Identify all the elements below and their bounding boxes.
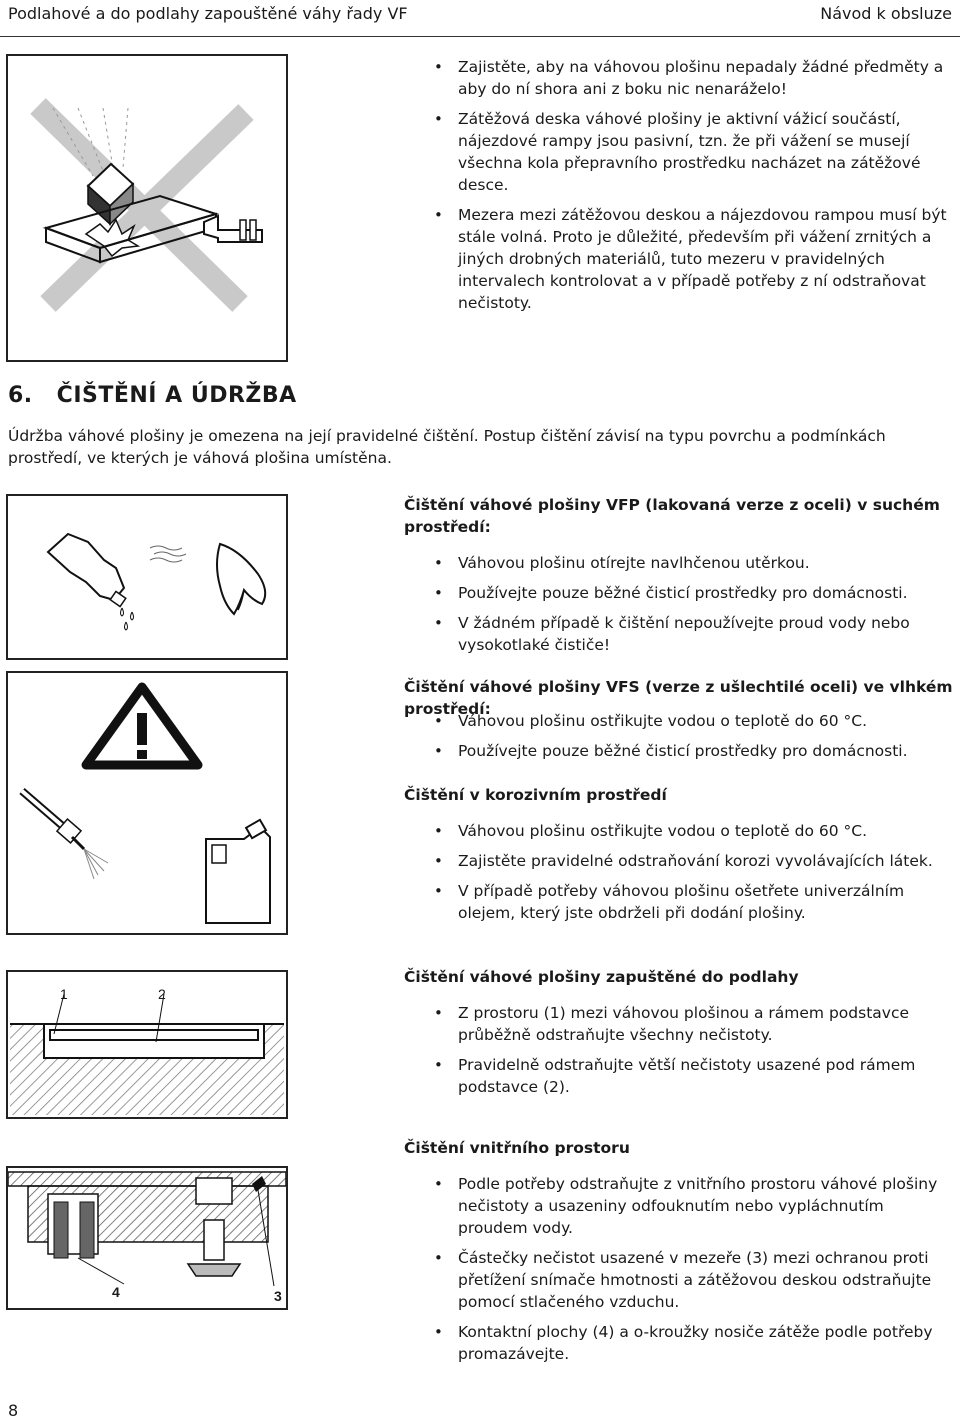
figure-no-falling-objects [6,54,288,362]
subheading-vfs: Čištění váhové plošiny VFS (verze z ušlechtilé oceli) ve vlhkém prostředí: [404,678,953,718]
vfs-bullet-list [434,710,954,770]
subheading-interior: Čištění vnitřního prostoru [404,1139,630,1157]
list-item: • Zajistěte pravidelné odstraňování korozi vyvolávajících látek. [434,850,954,872]
list-item: • Váhovou plošinu otírejte navlhčenou utěrkou. [434,552,954,574]
vfp-bullet-list [434,552,954,664]
list-item: • Zajistěte, aby na váhovou plošinu nepadaly žádné předměty a aby do ní shora ani z boku nic nenaráželo! [434,56,954,100]
section-title: ČIŠTĚNÍ A ÚDRŽBA [56,383,297,408]
top-bullet-list [434,56,954,322]
interior-bullet-list [434,1173,954,1373]
figure-label-3: 3 [274,1288,282,1304]
section-number: 6. [8,383,33,408]
figure-wipe-cloth [6,494,288,660]
figure-label-1: 1 [60,986,68,1002]
figure-inground-cross-section [6,970,288,1119]
figure-label-4: 4 [112,1284,120,1300]
inground-bullet-list [434,1002,954,1106]
list-item: • Částečky nečistot usazené v mezeře (3) mezi ochranou proti přetížení snímače hmotnosti a zátěžovou deskou odstraňujte pomocí stlačeného vzduchu. [434,1247,954,1313]
page-number: 8 [8,1401,19,1420]
page-header [0,0,960,37]
header-doc-type: Návod k obsluze [820,4,952,23]
figure-label-2: 2 [158,986,166,1002]
list-item: • V případě potřeby váhovou plošinu ošetřete univerzálním olejem, který jste obdrželi při dodání plošiny. [434,880,954,924]
section-intro: Údržba váhové plošiny je omezena na její pravidelné čištění. Postup čištění závisí na typu povrchu a podmínkách prostředí, ve kterých je váhová plošina umístěna. [8,427,886,467]
list-item: • Zátěžová deska váhové plošiny je aktivní vážicí součástí, nájezdové rampy jsou pasivní, tzn. že při vážení se musejí všechna kola přepravního prostředku nacházet na zátěžové desce. [434,108,954,196]
list-item: • Mezera mezi zátěžovou deskou a nájezdovou rampou musí být stále volná. Proto je důležité, především při vážení zrnitých a jiných drobných materiálů, tuto mezeru v pravidelných intervalech kontrolovat a v případě potřeby z ní odstraňovat nečistoty. [434,204,954,314]
list-item: • Kontaktní plochy (4) a o-kroužky nosiče zátěže podle potřeby promazávejte. [434,1321,954,1365]
list-item: • Podle potřeby odstraňujte z vnitřního prostoru váhové plošiny nečistoty a usazeniny odfouknutím nebo vypláchnutím proudem vody. [434,1173,954,1239]
list-item: • Váhovou plošinu ostřikujte vodou o teplotě do 60 °C. [434,820,954,842]
header-title: Podlahové a do podlahy zapouštěné váhy řady VF [8,4,408,23]
list-item: • V žádném případě k čištění nepoužívejte proud vody nebo vysokotlaké čističe! [434,612,954,656]
corrosive-bullet-list [434,820,954,932]
subheading-inground: Čištění váhové plošiny zapuštěné do podlahy [404,968,799,986]
subheading-vfp: Čištění váhové plošiny VFP (lakovaná verze z oceli) v suchém prostředí: [404,496,940,536]
list-item: • Z prostoru (1) mezi váhovou plošinou a rámem podstavce průběžně odstraňujte všechny nečistoty. [434,1002,954,1046]
figure-interior-detail [6,1166,288,1310]
list-item: • Pravidelně odstraňujte větší nečistoty usazené pod rámem podstavce (2). [434,1054,954,1098]
section-heading [8,383,297,408]
list-item: • Používejte pouze běžné čisticí prostředky pro domácnosti. [434,740,954,762]
list-item: • Váhovou plošinu ostřikujte vodou o teplotě do 60 °C. [434,710,954,732]
subheading-corrosive: Čištění v korozivním prostředí [404,786,667,804]
list-item: • Používejte pouze běžné čisticí prostředky pro domácnosti. [434,582,954,604]
figure-warning-water-oil [6,671,288,935]
